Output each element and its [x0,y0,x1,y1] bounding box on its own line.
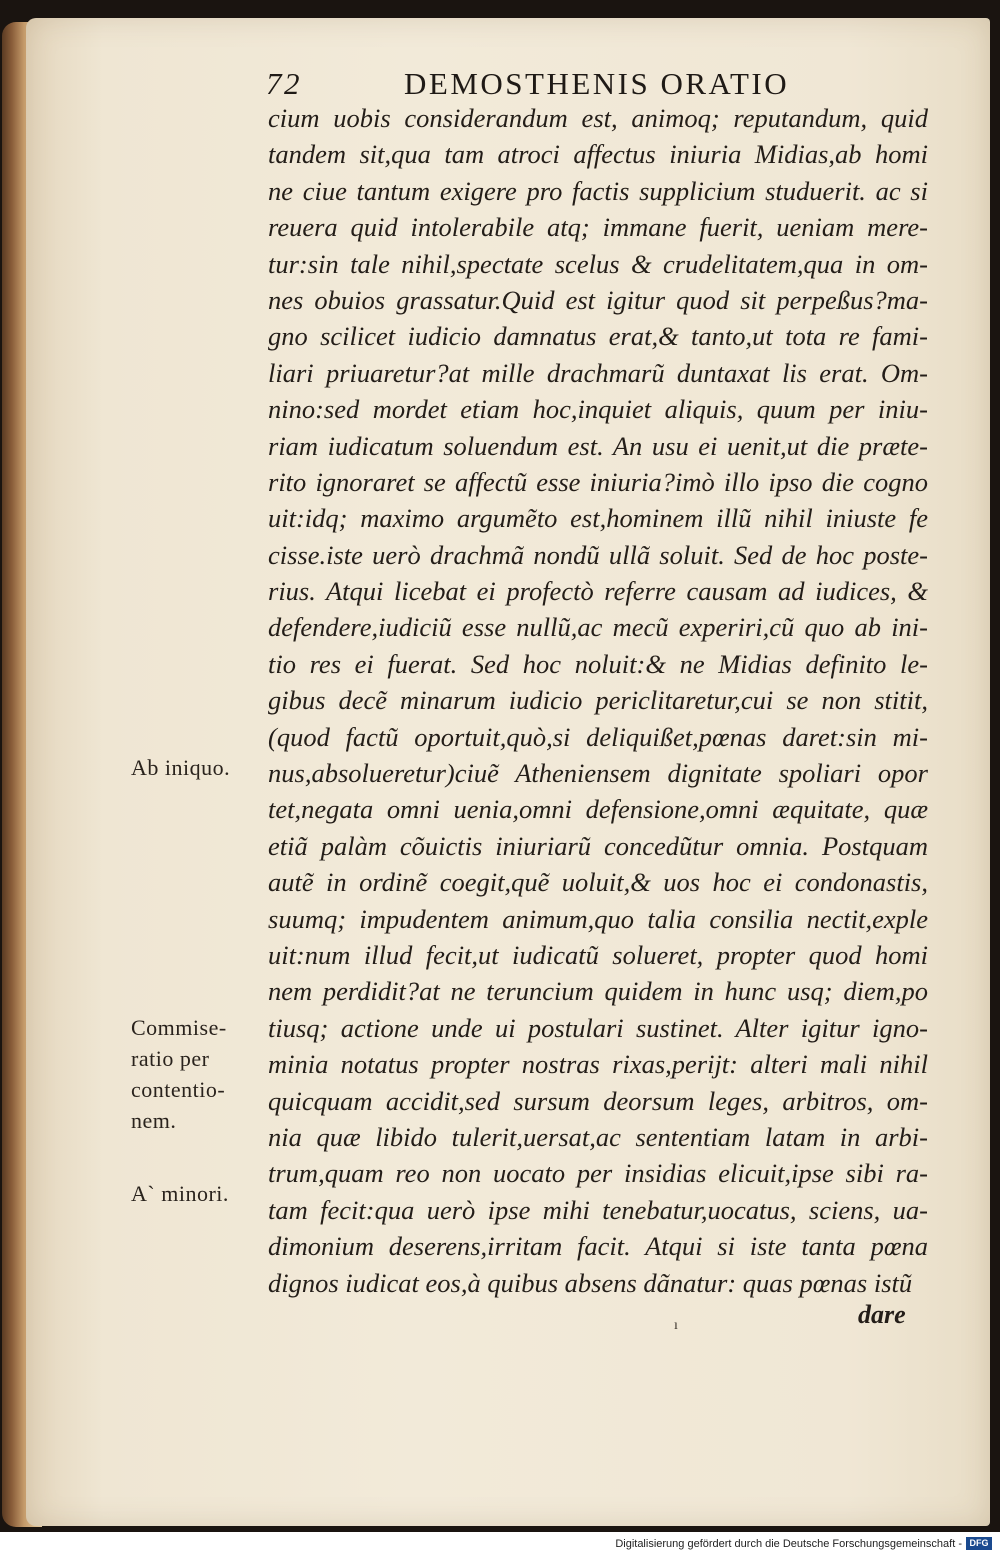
dfg-logo: DFG [966,1537,992,1550]
text-line: (quod factũ oportuit,quò,si deliquißet,pœnas daret:sin mi- [268,721,928,752]
text-line: suumq; impudentem animum,quo talia consilia nectit,exple [268,903,928,934]
margin-note-a-minori [131,1178,229,1209]
text-line: nem perdidit?at ne teruncium quidem in hunc usq; diem,po [268,976,928,1007]
text-line: uit:idq; maximo argumẽto est,hominem illũ nihil iniuste fe [268,503,928,534]
main-text-block [268,100,928,1301]
text-line: tio res ei fuerat. Sed hoc noluit:& ne Midias definito le- [268,648,928,679]
margin-note-line: Commise- [131,1015,227,1040]
text-line: rito ignoraret se affectũ esse iniuria?imò illo ipso die cogno [268,466,928,497]
margin-note-line: A` minori. [131,1181,229,1206]
text-line: quicquam accidit,sed sursum deorsum leges, arbitros, om- [268,1085,928,1116]
digitization-credit: Digitalisierung gefördert durch die Deutsche Forschungsgemeinschaft - [615,1538,962,1550]
signature-mark: ı [674,1318,678,1333]
text-line: uit:num illud fecit,ut iudicatũ solueret, propter quod homi [268,939,928,970]
text-line: dimonium deserens,irritam facit. Atqui si iste tanta pœna [268,1231,928,1262]
margin-note-line: ratio per [131,1046,210,1071]
page-number: 72 [266,66,302,101]
text-line: defendere,iudiciũ esse nullũ,ac mecũ experiri,cũ quo ab ini- [268,612,928,643]
text-line: tur:sin tale nihil,spectate scelus & crudelitatem,qua in om- [268,248,928,279]
margin-note-line: nem. [131,1108,177,1133]
text-line: cium uobis considerandum est, animoq; reputandum, quid [268,103,928,133]
text-line: reuera quid intolerabile atq; immane fuerit, ueniam mere- [268,212,928,243]
text-line: gibus decẽ minarum iudicio periclitaretur,cui se non stitit, [268,685,928,716]
text-line: gno scilicet iudicio damnatus erat,& tanto,ut tota re fami- [268,321,928,352]
text-line: nia quæ libido tulerit,uersat,ac sententiam latam in arbi- [268,1121,928,1152]
text-line: tet,negata omni uenia,omni defensione,omni æquitate, quæ [268,794,928,825]
text-line: tam fecit:qua uerò ipse mihi tenebatur,uocatus, sciens, ua- [268,1194,928,1225]
margin-note-line: Ab iniquo. [131,755,231,780]
text-line: nes obuios grassatur.Quid est igitur quod sit perpeßus?ma- [268,284,928,315]
text-line: tandem sit,qua tam atroci affectus iniuria Midias,ab homi [268,139,928,170]
text-line: cisse.iste uerò drachmã nondũ ullã soluit. Sed de hoc poste- [268,539,928,570]
margin-note-line: contentio- [131,1077,226,1102]
text-line: minia notatus propter nostras rixas,perijt: alteri mali nihil [268,1049,928,1080]
text-line: trum,quam reo non uocato per insidias elicuit,ipse sibi ra- [268,1158,928,1189]
catchword: dare [858,1300,906,1329]
text-line: dignos iudicat eos,à quibus absens dãnatur: quas pœnas istũ [268,1267,913,1298]
margin-note-ab-iniquo [131,752,230,783]
text-line: nus,absolueretur)ciuẽ Atheniensem dignitate spoliari opor [268,758,928,789]
text-line: riam iudicatum soluendum est. An usu ei uenit,ut die præte- [268,430,928,461]
running-title: DEMOSTHENIS ORATIO [404,66,790,101]
text-line: tiusq; actione unde ui postulari sustinet. Alter igitur igno- [268,1012,928,1043]
margin-note-commiseratio [131,1012,227,1136]
text-line: etiã palàm cõuictis iniuriarũ concedũtur omnia. Postquam [268,830,928,861]
text-line: rius. Atqui licebat ei profectò referre causam ad iudices, & [268,576,928,607]
text-line: nino:sed mordet etiam hoc,inquiet aliquis, quum per iniu- [268,394,928,425]
text-line: autẽ in ordinẽ coegit,quẽ uoluit,& uos hoc ei condonastis, [268,867,928,898]
text-line: ne ciue tantum exigere pro factis supplicium studuerit. ac si [268,175,928,206]
text-line: liari priuaretur?at mille drachmarũ duntaxat lis erat. Om- [268,357,928,388]
